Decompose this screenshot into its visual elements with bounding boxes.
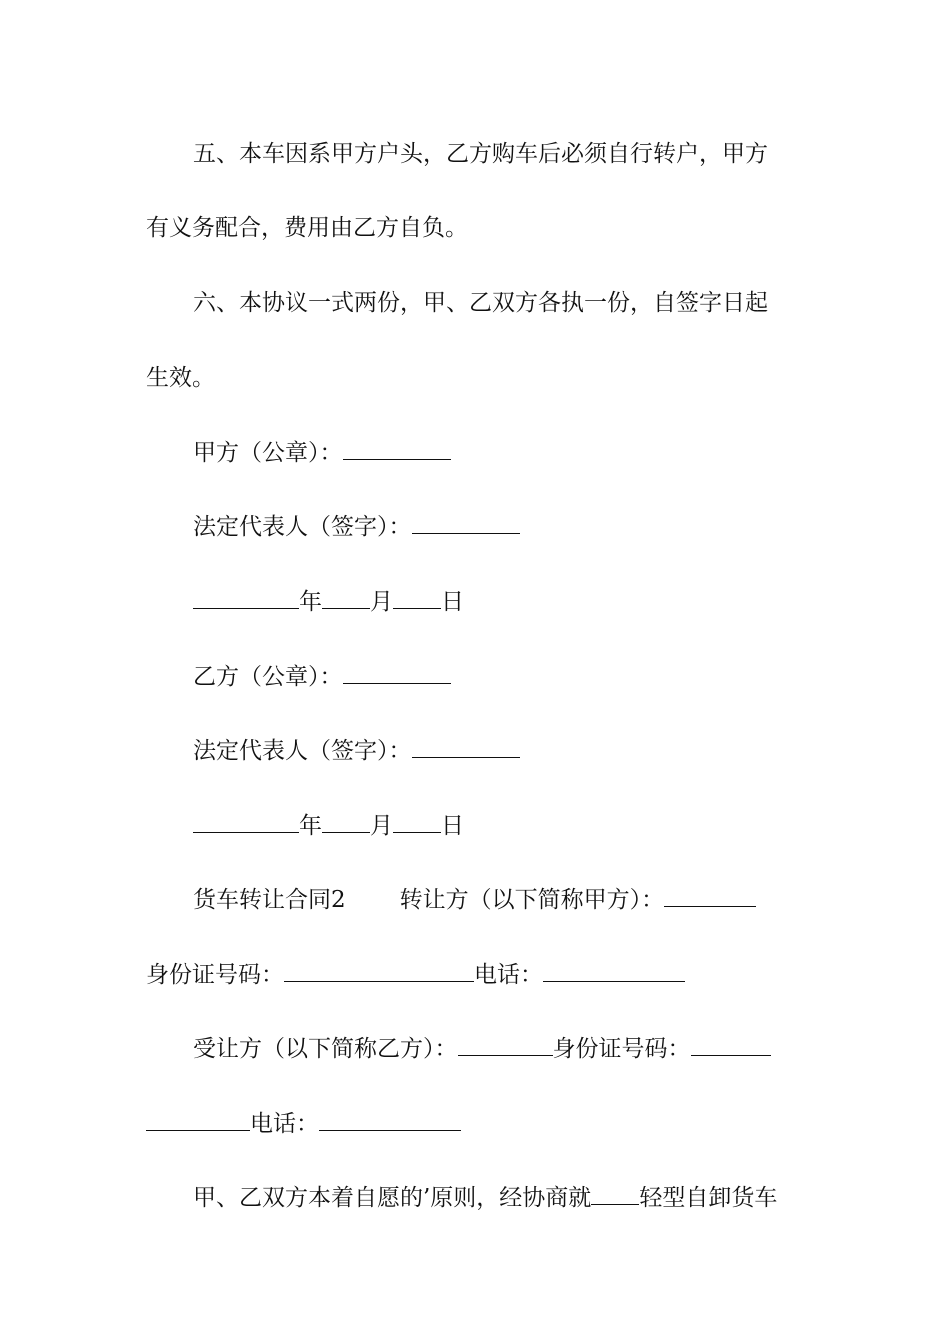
party-b-year-label: 年 bbox=[299, 813, 322, 839]
contract2-intro-prefix: 甲、乙双方本着自愿的’原则，经协商就 bbox=[193, 1185, 592, 1211]
party-b-day-label: 日 bbox=[441, 813, 464, 839]
transferor-blank[interactable] bbox=[664, 884, 756, 907]
transferee-id-label: 身份证号码： bbox=[552, 1036, 691, 1062]
party-a-rep-line bbox=[193, 511, 806, 542]
party-a-day-label: 日 bbox=[441, 589, 464, 615]
contract2-heading: 货车转让合同2 bbox=[193, 887, 346, 913]
party-a-year-blank[interactable] bbox=[193, 586, 299, 609]
party-b-seal-label: 乙方（公章）： bbox=[193, 664, 343, 690]
transferee-phone-label: 电话： bbox=[250, 1111, 319, 1137]
transferee-blank[interactable] bbox=[458, 1033, 553, 1056]
transferor-phone-label: 电话： bbox=[474, 962, 543, 988]
paragraph-clause-5-line-2: 有义务配合，费用由乙方自负。 bbox=[146, 215, 468, 241]
party-b-seal-blank[interactable] bbox=[343, 661, 451, 684]
transferee-label: 受让方（以下简称乙方）： bbox=[193, 1036, 458, 1062]
contract2-intro-suffix: 轻型自卸货车 bbox=[639, 1185, 778, 1211]
party-a-seal-label: 甲方（公章）： bbox=[193, 440, 343, 466]
transferee-line bbox=[193, 1033, 806, 1064]
party-b-date-line bbox=[193, 810, 806, 841]
transferor-phone-blank[interactable] bbox=[543, 959, 685, 982]
transferee-phone-line bbox=[146, 1108, 806, 1139]
party-b-day-blank[interactable] bbox=[393, 810, 441, 833]
transferor-id-line bbox=[146, 959, 806, 990]
party-b-rep-blank[interactable] bbox=[412, 735, 520, 758]
party-b-rep-line bbox=[193, 735, 806, 766]
party-a-month-label: 月 bbox=[370, 589, 393, 615]
party-b-month-label: 月 bbox=[370, 813, 393, 839]
vehicle-model-blank[interactable] bbox=[591, 1182, 639, 1205]
party-b-year-blank[interactable] bbox=[193, 810, 299, 833]
paragraph-clause-6-line-2: 生效。 bbox=[146, 365, 215, 391]
party-a-rep-label: 法定代表人（签字）： bbox=[193, 514, 412, 540]
contract2-heading-line bbox=[193, 884, 806, 915]
party-a-day-blank[interactable] bbox=[393, 586, 441, 609]
transferee-id-blank-part1[interactable] bbox=[691, 1033, 771, 1056]
party-b-rep-label: 法定代表人（签字）： bbox=[193, 738, 412, 764]
party-a-date-line bbox=[193, 586, 806, 617]
transferor-id-label: 身份证号码： bbox=[146, 962, 284, 988]
party-a-seal-blank[interactable] bbox=[343, 437, 451, 460]
transferee-phone-blank[interactable] bbox=[319, 1108, 461, 1131]
party-a-rep-blank[interactable] bbox=[412, 511, 520, 534]
party-a-month-blank[interactable] bbox=[322, 586, 370, 609]
transferor-label: 转让方（以下简称甲方）： bbox=[399, 887, 665, 913]
party-a-seal-line bbox=[193, 437, 806, 468]
paragraph-clause-5-line-1: 五、本车因系甲方户头，乙方购车后必须自行转户，甲方 bbox=[193, 141, 768, 167]
party-b-month-blank[interactable] bbox=[322, 810, 370, 833]
party-a-year-label: 年 bbox=[299, 589, 322, 615]
paragraph-clause-6-line-1: 六、本协议一式两份，甲、乙双方各执一份，自签字日起 bbox=[193, 290, 768, 316]
transferor-id-blank[interactable] bbox=[284, 959, 474, 982]
party-b-seal-line bbox=[193, 661, 806, 692]
contract2-intro-line bbox=[193, 1182, 806, 1213]
transferee-id-blank-part2[interactable] bbox=[146, 1108, 250, 1131]
